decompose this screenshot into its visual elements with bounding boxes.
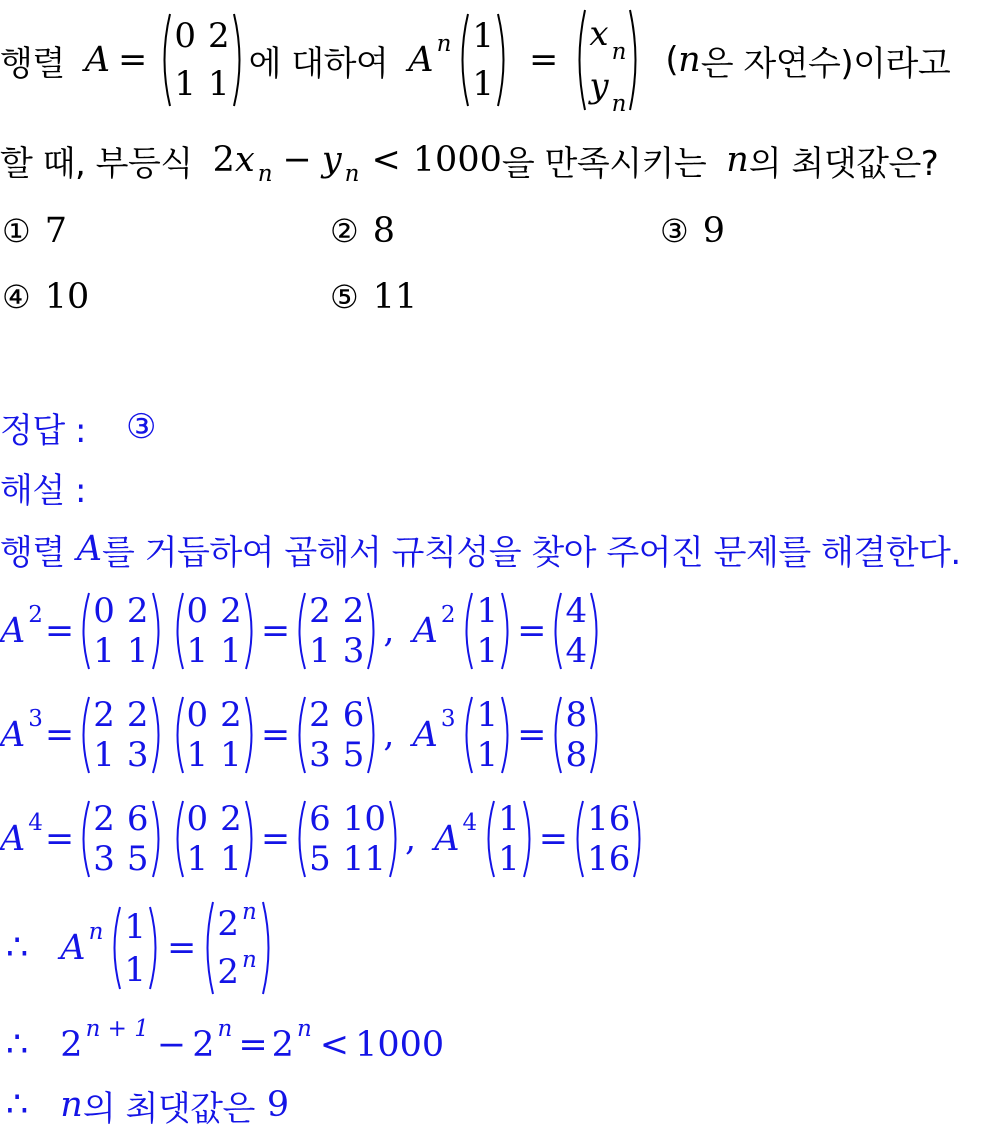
choice-value: 8 xyxy=(372,211,395,251)
base-2: 2 xyxy=(192,1025,215,1065)
minus-sign: − xyxy=(156,1025,187,1065)
matrix-result xyxy=(293,591,380,671)
explanation-intro xyxy=(0,522,961,576)
matrix-entry: 1 xyxy=(476,735,499,775)
exponent-n: n xyxy=(296,1016,312,1042)
matrix-entry: 2 xyxy=(126,695,149,735)
matrix-entry: 3 xyxy=(342,631,365,671)
equals-sign: = xyxy=(260,715,291,755)
general-term-line xyxy=(0,898,278,998)
final-text: 의 최댓값은 xyxy=(82,1088,255,1129)
matrix-entry: 1 xyxy=(124,949,147,990)
calc-row-A4 xyxy=(0,794,649,884)
matrix-A xyxy=(171,799,258,879)
choice-1[interactable] xyxy=(2,206,67,256)
matrix-entry: 16 xyxy=(587,799,631,839)
choice-mark: ④ xyxy=(2,278,31,316)
equals-sign: = xyxy=(260,819,291,859)
choice-value: 7 xyxy=(44,211,67,251)
symbol-A: A xyxy=(434,819,460,859)
symbol-A: A xyxy=(0,611,26,651)
symbol-A: A xyxy=(412,611,438,651)
equals-sign: = xyxy=(44,715,75,755)
answer-line xyxy=(0,402,156,452)
exponent: 4 xyxy=(462,810,478,836)
symbol-n: n xyxy=(726,140,749,180)
equals-sign: = xyxy=(517,611,547,651)
word-for: 에 대하여 xyxy=(248,43,389,84)
matrix-A xyxy=(171,695,258,775)
subscript-n: n xyxy=(257,161,273,187)
equals-sign: = xyxy=(538,819,569,859)
equals-sign: = xyxy=(44,611,75,651)
vector-1-1 xyxy=(460,591,514,671)
matrix-A xyxy=(158,12,245,108)
exponent-n: n xyxy=(436,31,452,57)
choice-4[interactable] xyxy=(2,272,89,322)
inequality-line xyxy=(0,1018,444,1072)
matrix-entry: 1 xyxy=(220,735,242,775)
matrix-entry: 5 xyxy=(126,839,149,879)
matrix-entry: 2 xyxy=(207,16,230,56)
matrix-entry: 11 xyxy=(342,839,387,879)
matrix-entry: 1 xyxy=(476,695,499,735)
symbol-A: A xyxy=(0,715,26,755)
equals-sign: = xyxy=(238,1025,268,1065)
matrix-entry: 1 xyxy=(309,631,331,671)
choice-5[interactable] xyxy=(330,272,417,322)
matrix-entry: 0 xyxy=(186,695,209,735)
matrix-entry: 1 xyxy=(207,64,230,104)
comma: , xyxy=(383,715,395,755)
matrix-left xyxy=(77,695,164,775)
symbol-A: A xyxy=(84,40,110,80)
matrix-entry: 1 xyxy=(126,631,149,671)
exponent-n-plus-1: n + 1 xyxy=(85,1016,149,1042)
symbol-n: n xyxy=(678,40,701,80)
final-value: 9 xyxy=(266,1085,290,1125)
choice-mark: ③ xyxy=(660,212,689,250)
matrix-entry: 2 xyxy=(126,591,149,631)
vector-entry-2n: 2 $^n$ xyxy=(217,899,257,944)
matrix-entry: 1 xyxy=(476,631,499,671)
therefore-sign: ∴ xyxy=(6,1085,29,1125)
symbol-A: A xyxy=(76,529,102,569)
vector-1-1 xyxy=(460,695,514,775)
exponent: 3 xyxy=(28,706,43,732)
matrix-entry: 0 xyxy=(93,591,115,631)
exponent: 4 xyxy=(28,810,43,836)
symbol-A: A xyxy=(60,928,86,968)
matrix-entry: 2 xyxy=(93,695,115,735)
explanation-label: 해설 : xyxy=(0,470,86,511)
minus-sign: − xyxy=(282,140,312,180)
question-line-2 xyxy=(0,132,938,188)
less-than: < xyxy=(319,1025,350,1065)
vector-1-1 xyxy=(108,905,162,991)
exponent-n: n xyxy=(88,919,104,945)
exponent: 2 xyxy=(28,602,43,628)
subscript-n: n xyxy=(344,161,360,187)
matrix-left xyxy=(77,799,164,879)
symbol-A: A xyxy=(412,715,438,755)
intro-word-matrix: 행렬 xyxy=(0,532,65,573)
matrix-left xyxy=(77,591,164,671)
matrix-entry: 16 xyxy=(587,839,631,879)
equals-sign: = xyxy=(117,40,148,80)
matrix-entry: 1 xyxy=(186,735,209,775)
calc-row-A2 xyxy=(0,586,606,676)
base-2: 2 xyxy=(60,1025,83,1065)
matrix-entry: 1 xyxy=(498,839,520,879)
matrix-entry: 0 xyxy=(186,799,209,839)
choice-3[interactable] xyxy=(660,206,725,256)
choice-mark: ① xyxy=(2,212,31,250)
matrix-entry: 0 xyxy=(174,16,196,56)
question-line-1 xyxy=(0,8,951,117)
paren-open: ( xyxy=(665,40,679,80)
matrix-entry: 5 xyxy=(342,735,365,775)
matrix-entry: 8 xyxy=(565,695,588,735)
equals-sign: = xyxy=(44,819,75,859)
matrix-entry: 3 xyxy=(93,839,115,879)
word-natural-number: 은 자연수)이라고 xyxy=(700,43,951,84)
matrix-entry: 10 xyxy=(342,799,387,839)
word-maximum: 의 최댓값은? xyxy=(748,143,939,184)
word-satisfy: 을 만족시키는 xyxy=(501,143,707,184)
matrix-entry: 2 xyxy=(93,799,115,839)
matrix-result xyxy=(293,695,380,775)
vector-entry-x: x $_n$ xyxy=(589,14,627,65)
word-when-inequality: 할 때, 부등식 xyxy=(0,143,193,184)
choice-mark: ② xyxy=(330,212,359,250)
value-1000: 1000 xyxy=(355,1025,445,1065)
vector-2n-2n xyxy=(201,900,274,996)
choice-mark: ⑤ xyxy=(330,278,359,316)
vector-entry-2n: 2 $^n$ xyxy=(217,947,257,992)
matrix-entry: 1 xyxy=(220,839,242,879)
vector-result xyxy=(549,695,603,775)
answer-value: ③ xyxy=(125,407,156,447)
choice-value: 9 xyxy=(702,211,725,251)
coef-2: 2 xyxy=(212,140,235,180)
symbol-n: n xyxy=(60,1085,83,1125)
equals-sign: = xyxy=(529,40,559,80)
exponent: 2 xyxy=(440,602,456,628)
matrix-entry: 4 xyxy=(565,591,588,631)
vector-1-1 xyxy=(456,12,510,108)
matrix-entry: 1 xyxy=(186,631,209,671)
matrix-entry: 3 xyxy=(126,735,149,775)
symbol-y: y xyxy=(321,140,342,180)
matrix-entry: 1 xyxy=(174,64,196,104)
matrix-entry: 3 xyxy=(309,735,331,775)
vector-1-1 xyxy=(482,799,536,879)
matrix-result xyxy=(293,799,402,879)
final-answer-line xyxy=(0,1078,289,1132)
choice-2[interactable] xyxy=(330,206,395,256)
exponent: 3 xyxy=(440,706,456,732)
therefore-sign: ∴ xyxy=(6,1025,29,1065)
matrix-entry: 2 xyxy=(220,591,242,631)
matrix-entry: 1 xyxy=(124,906,147,947)
exponent-n: n xyxy=(217,1016,233,1042)
vector-result xyxy=(549,591,603,671)
word-matrix: 행렬 xyxy=(0,43,65,84)
matrix-entry: 1 xyxy=(472,16,495,56)
matrix-entry: 8 xyxy=(565,735,588,775)
matrix-entry: 1 xyxy=(93,631,115,671)
equals-sign: = xyxy=(167,928,197,968)
matrix-A xyxy=(171,591,258,671)
matrix-entry: 2 xyxy=(309,695,331,735)
base-2: 2 xyxy=(271,1025,294,1065)
comma: , xyxy=(405,819,417,859)
choice-value: 11 xyxy=(372,277,418,317)
matrix-entry: 1 xyxy=(472,64,495,104)
matrix-entry: 4 xyxy=(565,631,588,671)
choice-value: 10 xyxy=(44,277,90,317)
less-than: < xyxy=(371,140,401,180)
symbol-x: x xyxy=(234,140,255,180)
vector-xn-yn xyxy=(573,8,642,117)
matrix-entry: 6 xyxy=(309,799,331,839)
matrix-entry: 2 xyxy=(309,591,331,631)
equals-sign: = xyxy=(260,611,291,651)
matrix-entry: 1 xyxy=(476,591,499,631)
matrix-entry: 1 xyxy=(186,839,209,879)
matrix-entry: 1 xyxy=(220,631,242,671)
explanation-label-line xyxy=(0,462,86,512)
matrix-entry: 2 xyxy=(220,799,242,839)
answer-label: 정답 : xyxy=(0,410,86,451)
matrix-entry: 0 xyxy=(186,591,209,631)
intro-text: 를 거듭하여 곱해서 규칙성을 찾아 주어진 문제를 해결한다. xyxy=(101,532,961,573)
symbol-A: A xyxy=(408,40,434,80)
calc-row-A3 xyxy=(0,690,606,780)
value-1000: 1000 xyxy=(412,140,502,180)
vector-result xyxy=(571,799,646,879)
vector-entry-y: y $_n$ xyxy=(589,66,627,117)
symbol-A: A xyxy=(0,819,26,859)
matrix-entry: 6 xyxy=(126,799,149,839)
comma: , xyxy=(383,611,395,651)
matrix-entry: 6 xyxy=(342,695,365,735)
matrix-entry: 5 xyxy=(309,839,331,879)
equals-sign: = xyxy=(517,715,547,755)
matrix-entry: 1 xyxy=(93,735,115,775)
matrix-entry: 2 xyxy=(342,591,365,631)
therefore-sign: ∴ xyxy=(6,928,29,968)
matrix-entry: 1 xyxy=(498,799,520,839)
matrix-entry: 2 xyxy=(220,695,242,735)
